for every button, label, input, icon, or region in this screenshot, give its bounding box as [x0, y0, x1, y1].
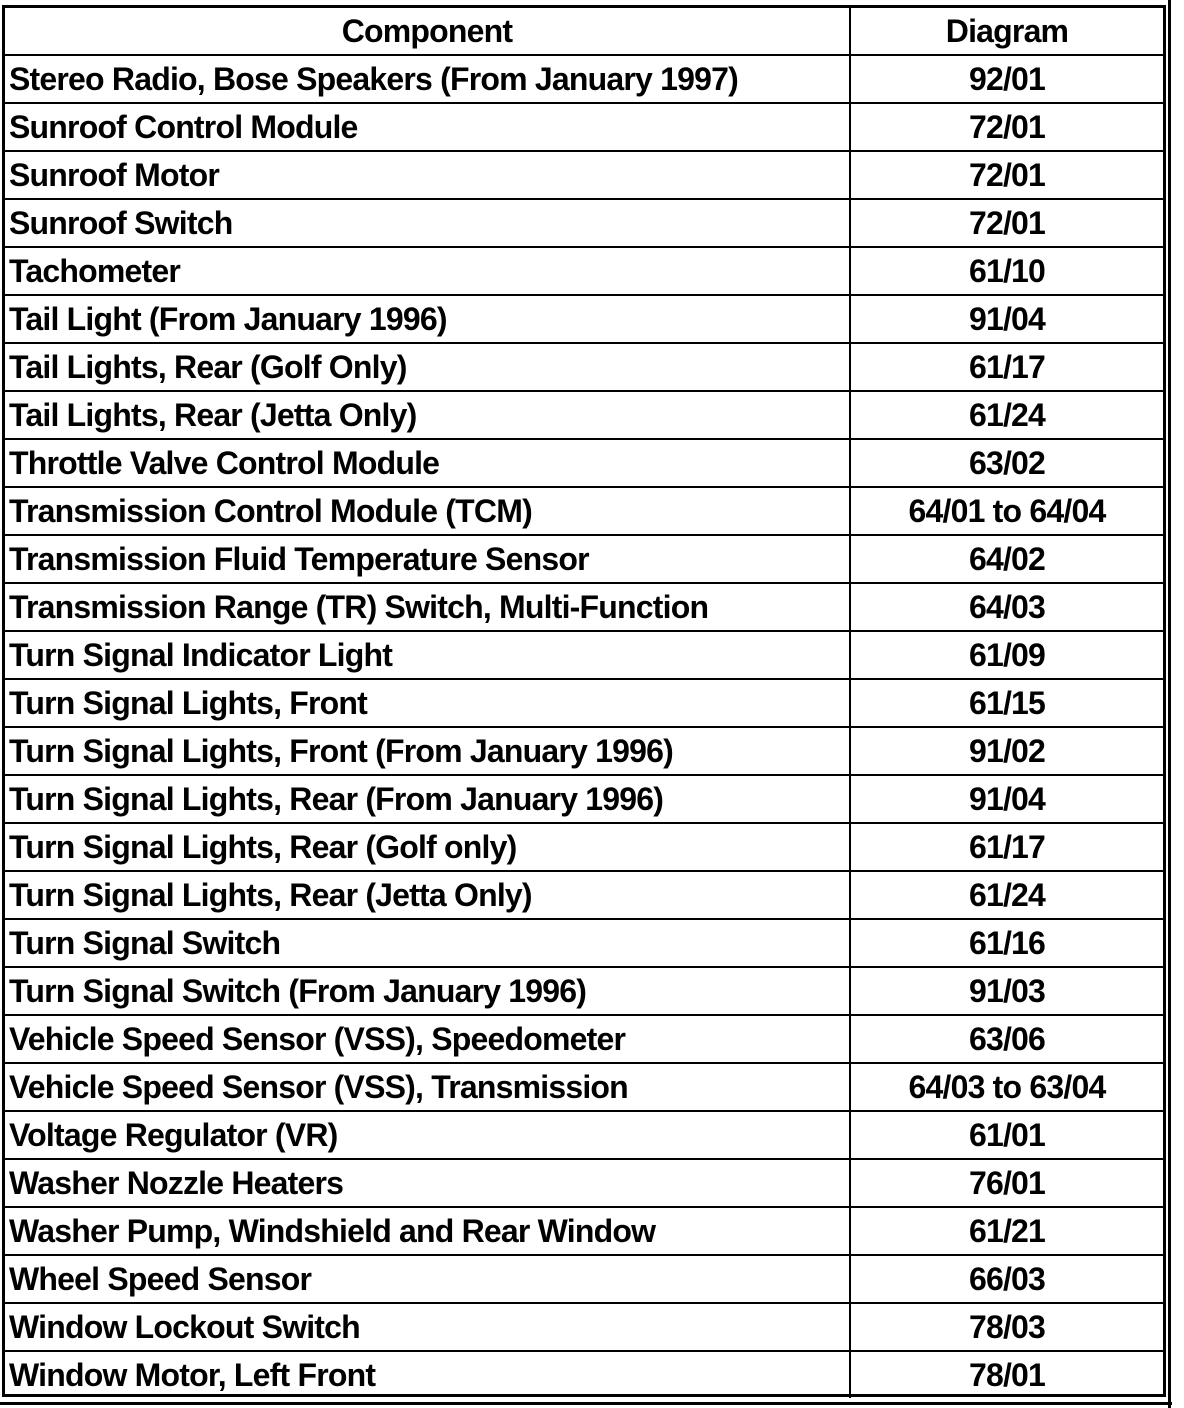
table-row: [5, 871, 1163, 919]
diagram-cell: 76/01: [850, 1159, 1163, 1207]
component-cell: Sunroof Switch: [5, 199, 850, 247]
table-row: [5, 343, 1163, 391]
component-diagram-sheet: [2, 5, 1166, 1397]
table-row: [5, 1159, 1163, 1207]
table-row: [5, 55, 1163, 103]
diagram-cell: 61/24: [850, 871, 1163, 919]
diagram-cell: 91/03: [850, 967, 1163, 1015]
component-cell: Sunroof Control Module: [5, 103, 850, 151]
diagram-cell: 91/04: [850, 775, 1163, 823]
diagram-cell: 61/21: [850, 1207, 1163, 1255]
diagram-cell: 61/16: [850, 919, 1163, 967]
diagram-cell: 61/01: [850, 1111, 1163, 1159]
component-cell: Transmission Fluid Temperature Sensor: [5, 535, 850, 583]
table-row: [5, 1255, 1163, 1303]
component-cell: Tail Lights, Rear (Jetta Only): [5, 391, 850, 439]
diagram-cell: 61/15: [850, 679, 1163, 727]
diagram-cell: 64/03 to 63/04: [850, 1063, 1163, 1111]
component-cell: Transmission Control Module (TCM): [5, 487, 850, 535]
diagram-cell: 61/10: [850, 247, 1163, 295]
component-cell: Throttle Valve Control Module: [5, 439, 850, 487]
component-cell: Transmission Range (TR) Switch, Multi-Function: [5, 583, 850, 631]
diagram-cell: 91/02: [850, 727, 1163, 775]
component-cell: Washer Nozzle Heaters: [5, 1159, 850, 1207]
component-cell: Turn Signal Indicator Light: [5, 631, 850, 679]
component-cell: Turn Signal Lights, Front: [5, 679, 850, 727]
table-row: [5, 1303, 1163, 1351]
component-cell: Turn Signal Lights, Rear (From January 1996): [5, 775, 850, 823]
component-cell: Turn Signal Lights, Rear (Golf only): [5, 823, 850, 871]
diagram-cell: 63/02: [850, 439, 1163, 487]
component-cell: Wheel Speed Sensor: [5, 1255, 850, 1303]
diagram-cell: 66/03: [850, 1255, 1163, 1303]
diagram-cell: 61/24: [850, 391, 1163, 439]
diagram-cell: 63/06: [850, 1015, 1163, 1063]
component-cell: Vehicle Speed Sensor (VSS), Speedometer: [5, 1015, 850, 1063]
table-row: [5, 439, 1163, 487]
table-row: [5, 1351, 1163, 1398]
component-cell: Window Lockout Switch: [5, 1303, 850, 1351]
table-row: [5, 487, 1163, 535]
diagram-cell: 78/01: [850, 1351, 1163, 1398]
table-row: [5, 151, 1163, 199]
table-row: [5, 1015, 1163, 1063]
table-row: [5, 1063, 1163, 1111]
component-cell: Washer Pump, Windshield and Rear Window: [5, 1207, 850, 1255]
component-cell: Window Motor, Left Front: [5, 1351, 850, 1398]
diagram-cell: 92/01: [850, 55, 1163, 103]
component-cell: Sunroof Motor: [5, 151, 850, 199]
table-row: [5, 1207, 1163, 1255]
table-row: [5, 199, 1163, 247]
diagram-column-header: Diagram: [850, 8, 1163, 55]
table-row: [5, 1111, 1163, 1159]
component-cell: Stereo Radio, Bose Speakers (From January 1997): [5, 55, 850, 103]
diagram-cell: 64/03: [850, 583, 1163, 631]
table-row: [5, 679, 1163, 727]
table-row: [5, 583, 1163, 631]
component-cell: Voltage Regulator (VR): [5, 1111, 850, 1159]
component-column-header: Component: [5, 8, 850, 55]
component-cell: Tachometer: [5, 247, 850, 295]
diagram-cell: 61/17: [850, 343, 1163, 391]
component-diagram-table: [5, 8, 1163, 1398]
table-row: [5, 919, 1163, 967]
diagram-cell: 61/17: [850, 823, 1163, 871]
table-row: [5, 247, 1163, 295]
component-cell: Vehicle Speed Sensor (VSS), Transmission: [5, 1063, 850, 1111]
diagram-cell: 64/01 to 64/04: [850, 487, 1163, 535]
table-row: [5, 631, 1163, 679]
table-row: [5, 535, 1163, 583]
diagram-cell: 61/09: [850, 631, 1163, 679]
component-cell: Turn Signal Switch: [5, 919, 850, 967]
diagram-cell: 72/01: [850, 151, 1163, 199]
table-row: [5, 103, 1163, 151]
right-border-line: [1168, 0, 1171, 1408]
table-row: [5, 295, 1163, 343]
table-body: [5, 55, 1163, 1398]
component-cell: Turn Signal Lights, Rear (Jetta Only): [5, 871, 850, 919]
diagram-cell: 64/02: [850, 535, 1163, 583]
table-row: [5, 823, 1163, 871]
table-row: [5, 967, 1163, 1015]
component-cell: Tail Light (From January 1996): [5, 295, 850, 343]
component-cell: Turn Signal Lights, Front (From January 1996): [5, 727, 850, 775]
diagram-cell: 78/03: [850, 1303, 1163, 1351]
diagram-cell: 91/04: [850, 295, 1163, 343]
diagram-cell: 72/01: [850, 103, 1163, 151]
table-row: [5, 727, 1163, 775]
table-row: [5, 391, 1163, 439]
table-row: [5, 775, 1163, 823]
component-cell: Turn Signal Switch (From January 1996): [5, 967, 850, 1015]
bottom-border-line: [0, 1402, 1172, 1405]
diagram-cell: 72/01: [850, 199, 1163, 247]
component-cell: Tail Lights, Rear (Golf Only): [5, 343, 850, 391]
header-row: [5, 8, 1163, 55]
